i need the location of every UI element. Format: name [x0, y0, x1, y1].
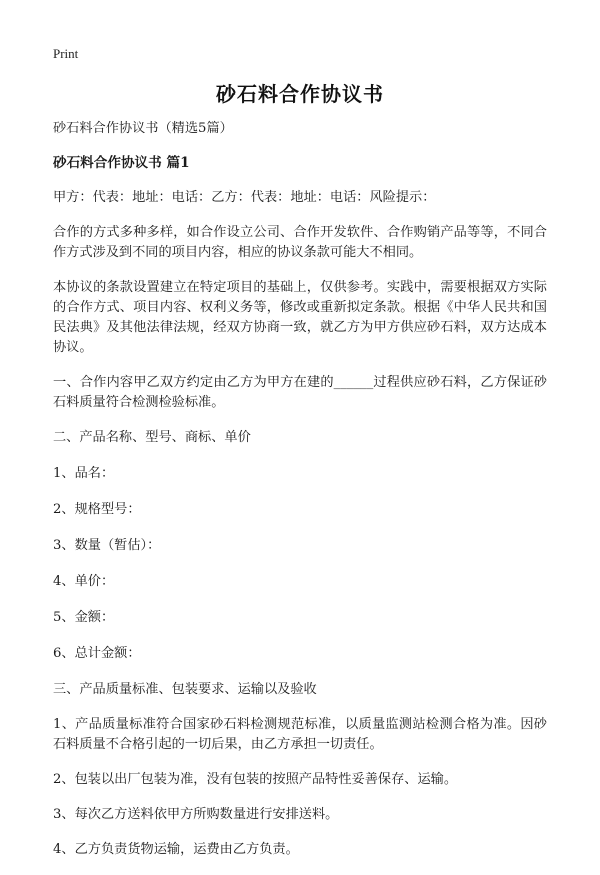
list-item-total-amount: 6、总计金额：: [53, 646, 141, 661]
document-title: 砂石料合作协议书: [216, 82, 384, 106]
list-item-delivery: 3、每次乙方送料依甲方所购数量进行安排送料。: [53, 807, 339, 822]
paragraph-clause-2-heading: 二、产品名称、型号、商标、单价: [53, 430, 251, 445]
list-item-spec-model: 2、规格型号：: [53, 502, 141, 517]
list-item-unit-price: 4、单价：: [53, 574, 115, 589]
paragraph-clause-basis: 本协议的条款设置建立在特定项目的基础上，仅供参考。实践中，需要根据双方实际的合作方式、项目内容、权利义务等，修改或重新拟定条款。根据《中华人民共和国民法典》及其他法律法规，经双方协商一致，就乙方为甲方供应砂石料，双方达成本协议。: [53, 280, 547, 355]
paragraph-cooperation-methods: 合作的方式多种多样，如合作设立公司、合作开发软件、合作购销产品等等，不同合作方式涉及到不同的项目内容，相应的协议条款可能大不相同。: [53, 225, 547, 260]
section-heading: 砂石料合作协议书 篇1: [53, 155, 190, 171]
list-item-quality-standard: 1、产品质量标准符合国家砂石料检测规范标准，以质量监测站检测合格为准。因砂石料质量不合格引起的一切后果，由乙方承担一切责任。: [53, 717, 547, 752]
document-body: [53, 119, 547, 875]
list-item-quantity: 3、数量（暂估）：: [53, 538, 161, 553]
list-item-product-name: 1、品名：: [53, 466, 115, 481]
print-link[interactable]: Print: [53, 46, 79, 61]
list-item-amount: 5、金额：: [53, 610, 115, 625]
paragraph-clause-3-heading: 三、产品质量标准、包装要求、运输以及验收: [53, 682, 317, 697]
document-subtitle: 砂石料合作协议书（精选5篇）: [53, 121, 233, 136]
list-item-transport: 4、乙方负责货物运输，运费由乙方负责。: [53, 842, 299, 857]
paragraph-clause-1: 一、合作内容甲乙双方约定由乙方为甲方在建的______过程供应砂石料，乙方保证砂石料质量符合检测检验标准。: [53, 375, 547, 410]
paragraph-parties: 甲方：代表：地址：电话：乙方：代表：地址：电话：风险提示：: [53, 190, 436, 205]
list-item-packaging: 2、包装以出厂包装为准，没有包装的按照产品特性妥善保存、运输。: [53, 772, 458, 787]
